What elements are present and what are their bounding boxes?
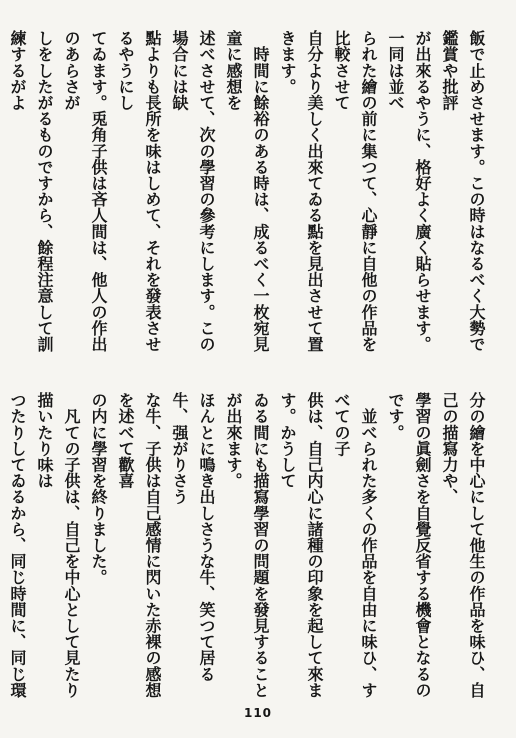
text-line: しをしたがるものですから、餘程注意して訓練するがよ: [8, 30, 54, 352]
text-line: が出來るやうに、格好よく廣く貼らせます。一同は並べ: [386, 30, 432, 352]
upper-text-block: [8, 30, 490, 365]
text-line: ゐる間にも描寫學習の問題を發見することが出來ます。: [224, 392, 270, 698]
text-line: 學習の眞劍さを自覺反省する機會となるのです。: [386, 392, 432, 698]
text-line: な牛、子供は自己感情に閃いた赤裸の感想を述べて歡喜: [116, 392, 162, 698]
text-line: てゐます。兎角子供は吝人間は、他人の作出のあらさが: [62, 30, 108, 352]
text-line: ほんとに鳴き出しさうな牛、笑つて居る牛、强がりさう: [170, 392, 216, 682]
page-number: 110: [243, 706, 273, 720]
text-line: 凡ての子供は、自己を中心として見たり描いたり味は: [35, 392, 81, 698]
lower-text-block: [8, 392, 490, 702]
text-line: 飯で止めさせます。この時はなるべく大勢で鑑賞や批評: [440, 30, 486, 352]
text-line: の内に學習を終りました。: [89, 392, 108, 586]
text-line: 述べさせて、次の學習の參考にします。この場合には缺: [170, 30, 216, 352]
text-line: 分の繪を中心にして他生の作品を味ひ、自己の描寫力や、: [440, 392, 486, 698]
text-line: 供は、自己内心に諸種の印象を起して來ます。かうして: [278, 392, 324, 698]
text-line: られた繪の前に集つて、心靜に自他の作品を比較させて: [332, 30, 378, 352]
text-line: 點よりも長所を味はしめて、それを發表させるやうにし: [116, 30, 162, 352]
text-line: [0, 30, 4, 365]
text-line: 自分より美しく出來てゐる點を見出させて置きます。: [278, 30, 324, 352]
text-line: 時間に餘裕のある時は、成るべく一枚宛見童に感想を: [224, 30, 270, 352]
text-line: 並べられた多くの作品を自由に味ひ、すべての子: [332, 392, 378, 698]
text-line: つたりしてゐるから、同じ時間に、同じ環: [8, 392, 27, 698]
